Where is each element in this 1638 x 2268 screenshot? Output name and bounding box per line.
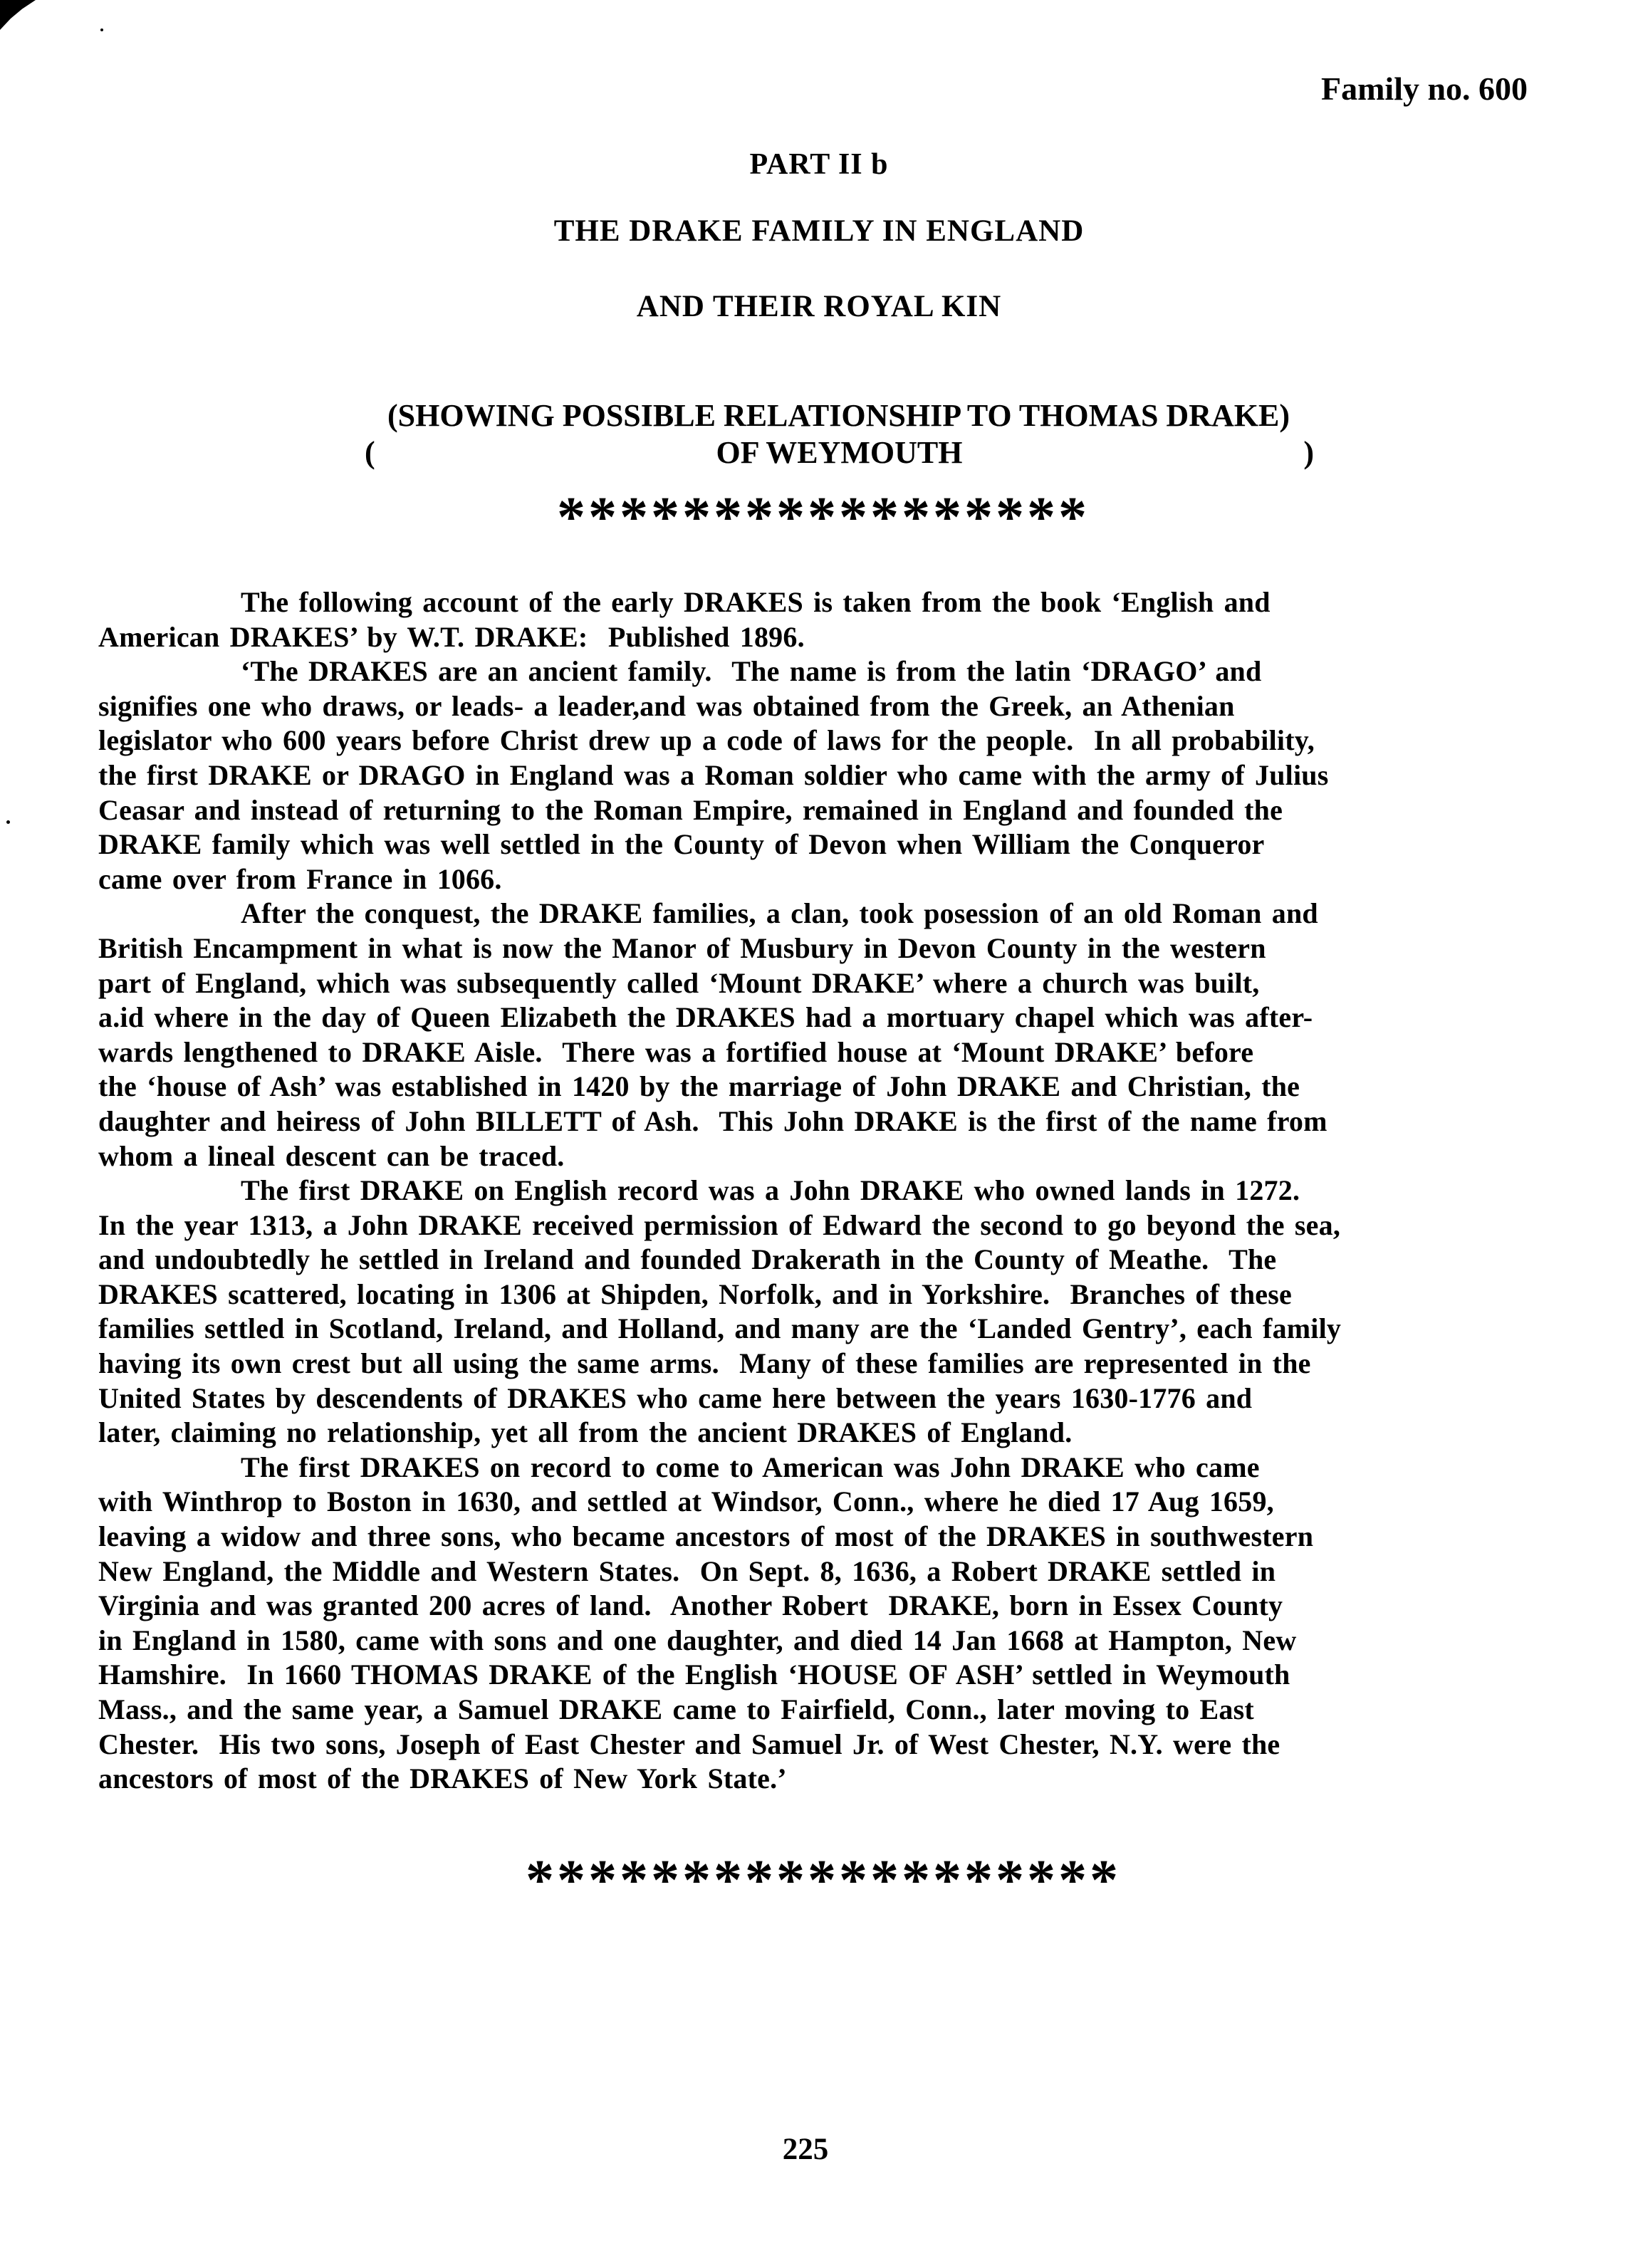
page-subtitle: AND THEIR ROYAL KIN: [636, 290, 1002, 323]
scan-speck: [6, 820, 10, 824]
paragraph-line: came over from France in 1066.: [98, 862, 502, 895]
scan-corner-artifact: [0, 0, 36, 30]
part-heading: PART II b: [749, 148, 889, 181]
parenthetical-line-1: (SHOWING POSSIBLE RELATIONSHIP TO THOMAS DRAKE): [387, 398, 1290, 433]
paragraph-line: Virginia and was granted 200 acres of land. Another Robert DRAKE, born in Essex County: [98, 1589, 1283, 1622]
scan-speck: [100, 28, 103, 31]
paragraph-line: families settled in Scotland, Ireland, and Holland, and many are the ‘Landed Gentry’, each family: [98, 1312, 1342, 1345]
paragraph-line: New England, the Middle and Western States. On Sept. 8, 1636, a Robert DRAKE settled in: [98, 1554, 1276, 1587]
paragraph-line: ‘The DRAKES are an ancient family. The name is from the latin ‘DRAGO’ and: [241, 655, 1262, 688]
page-title: THE DRAKE FAMILY IN ENGLAND: [553, 214, 1085, 248]
paragraph-line: After the conquest, the DRAKE families, a clan, took posession of an old Roman and: [241, 897, 1318, 930]
paragraph-line: signifies one who draws, or leads- a leader,and was obtained from the Greek, an Athenian: [98, 689, 1235, 722]
paragraph-line: DRAKE family which was well settled in the County of Devon when William the Conqueror: [98, 828, 1265, 861]
paragraph-line: having its own crest but all using the same arms. Many of these families are represented in the: [98, 1347, 1311, 1380]
paragraph-line: ancestors of most of the DRAKES of New York State.’: [98, 1762, 787, 1795]
paragraph: [98, 1174, 1565, 1451]
paragraph-line: Ceasar and instead of returning to the Roman Empire, remained in England and founded the: [98, 793, 1283, 826]
parenthetical-line-2: [365, 434, 1314, 471]
parenthetical-line-2-text: OF WEYMOUTH: [716, 435, 963, 470]
open-paren: (: [365, 435, 375, 470]
paragraph-line: The following account of the early DRAKES is taken from the book ‘English and: [241, 586, 1271, 618]
paragraph-line: wards lengthened to DRAKE Aisle. There was a fortified house at ‘Mount DRAKE’ before: [98, 1035, 1254, 1068]
close-paren: ): [1303, 435, 1314, 470]
page-number: 225: [782, 2133, 829, 2166]
paragraph-line: with Winthrop to Boston in 1630, and settled at Windsor, Conn., where he died 17 Aug 1659,: [98, 1485, 1274, 1518]
paragraph-line: DRAKES scattered, locating in 1306 at Shipden, Norfolk, and in Yorkshire. Branches of these: [98, 1277, 1292, 1310]
paragraph-line: American DRAKES’ by W.T. DRAKE: Published 1896.: [98, 620, 805, 653]
paragraph-line: In the year 1313, a John DRAKE received permission of Edward the second to go beyond the sea,: [98, 1208, 1341, 1241]
paragraph-line: leaving a widow and three sons, who became ancestors of most of the DRAKES in southwestern: [98, 1520, 1314, 1553]
paragraph-line: Mass., and the same year, a Samuel DRAKE came to Fairfield, Conn., later moving to East: [98, 1693, 1254, 1725]
asterisk-divider-bottom: * * * * * * * * * * * * * * * * * * *: [526, 1849, 1112, 1912]
paragraph: [98, 585, 1565, 654]
paragraph-line: later, claiming no relationship, yet all from the ancient DRAKES of England.: [98, 1416, 1073, 1449]
paragraph-line: daughter and heiress of John BILLETT of Ash. This John DRAKE is the first of the name from: [98, 1104, 1327, 1137]
paragraph: [98, 1451, 1565, 1797]
paragraph-line: British Encampment in what is now the Manor of Musbury in Devon County in the western: [98, 931, 1266, 964]
paragraph-line: in England in 1580, came with sons and one daughter, and died 14 Jan 1668 at Hampton, New: [98, 1624, 1297, 1656]
paragraph-line: Hamshire. In 1660 THOMAS DRAKE of the English ‘HOUSE OF ASH’ settled in Weymouth: [98, 1658, 1290, 1691]
paragraph: [98, 654, 1565, 897]
paragraph: [98, 897, 1565, 1174]
paragraph-line: the first DRAKE or DRAGO in England was a Roman soldier who came with the army of Julius: [98, 758, 1329, 791]
body-text: [98, 585, 1565, 1797]
paragraph-line: part of England, which was subsequently called ‘Mount DRAKE’ where a church was built,: [98, 966, 1260, 999]
paragraph-line: the ‘house of Ash’ was established in 1420 by the marriage of John DRAKE and Christian, the: [98, 1070, 1300, 1103]
paragraph-line: The first DRAKES on record to come to American was John DRAKE who came: [241, 1451, 1260, 1483]
family-number-label: Family no. 600: [1321, 70, 1528, 107]
paragraph-line: legislator who 600 years before Christ drew up a code of laws for the people. In all probability,: [98, 724, 1315, 757]
paragraph-line: The first DRAKE on English record was a John DRAKE who owned lands in 1272.: [241, 1174, 1300, 1207]
paragraph-line: a.id where in the day of Queen Elizabeth the DRAKES had a mortuary chapel which was after-: [98, 1001, 1313, 1034]
paragraph-line: whom a lineal descent can be traced.: [98, 1139, 565, 1172]
paragraph-line: United States by descendents of DRAKES who came here between the years 1630-1776 and: [98, 1381, 1253, 1414]
asterisk-divider-top: * * * * * * * * * * * * * * * * *: [557, 486, 1081, 549]
paragraph-line: Chester. His two sons, Joseph of East Chester and Samuel Jr. of West Chester, N.Y. were the: [98, 1728, 1280, 1760]
paragraph-line: and undoubtedly he settled in Ireland and founded Drakerath in the County of Meathe. The: [98, 1243, 1277, 1276]
